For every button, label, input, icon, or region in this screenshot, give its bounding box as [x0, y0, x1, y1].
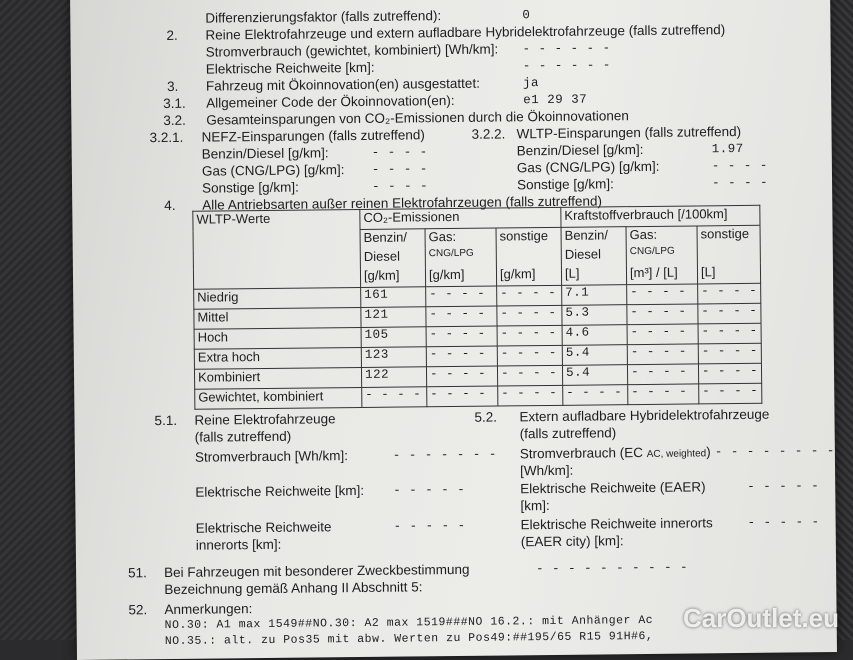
s52-num: 5.2.: [474, 409, 498, 425]
cell: 121: [361, 307, 426, 328]
s51b-num: 51.: [128, 565, 147, 581]
s322-row-value: 1.97: [711, 141, 744, 157]
cell: - - - -: [698, 303, 761, 324]
col-unit: [m³] / [L]: [626, 264, 697, 284]
row-label: Hoch: [194, 327, 361, 349]
col-unit: [g/km]: [360, 267, 425, 287]
cell: 122: [361, 367, 426, 388]
col-header: sonstige: [496, 227, 561, 247]
cell: - - - -: [698, 343, 761, 364]
cell: 7.1: [562, 285, 627, 306]
cell: - - - -: [497, 325, 562, 346]
s322-row-label: Gas (CNG/LPG) [g/km]:: [516, 158, 660, 176]
cell: - - - -: [628, 384, 699, 405]
s322-row-value: - - - -: [711, 158, 768, 174]
s51-strom-label: Stromverbrauch [Wh/km]:: [194, 448, 349, 465]
col-header: CNG/LPG: [626, 245, 697, 265]
s31-num: 3.1.: [163, 95, 186, 112]
cell: - - - -: [426, 366, 497, 387]
s52b-label: Anmerkungen:: [164, 601, 253, 618]
s32-num: 3.2.: [163, 112, 186, 129]
s321-row-label: Gas (CNG/LPG) [g/km]:: [201, 162, 345, 179]
s322-row-value: - - - -: [711, 175, 769, 191]
document-page: [70, 0, 837, 660]
col-header: Benzin/: [360, 229, 425, 249]
cell: 123: [361, 347, 426, 368]
s52-city-value: - - - - -: [747, 515, 820, 530]
s2-strom-label: Stromverbrauch (gewichtet, kombiniert) [Wh/km]:: [205, 41, 499, 60]
cell: - - - -: [627, 344, 698, 365]
s321-row-value: - - - -: [371, 162, 428, 177]
s4-num: 4.: [164, 197, 176, 214]
wltp-table: [192, 205, 762, 410]
s321-row-value: - - - -: [372, 179, 429, 194]
cell: 161: [361, 287, 426, 308]
s51-num: 5.1.: [154, 412, 178, 429]
cell: - - - -: [497, 345, 562, 366]
cell: 5.4: [562, 345, 627, 366]
s52b-num: 52.: [128, 602, 148, 618]
row-label: Mittel: [194, 307, 361, 329]
col-unit: [g/km]: [496, 266, 561, 286]
cell: - - - -: [627, 284, 698, 305]
col-header: CNG/LPG: [425, 248, 496, 268]
s52-strom-label: Stromverbrauch (EC AC, weighted): [519, 444, 711, 462]
cell: 5.4: [562, 365, 627, 386]
cell: 5.3: [562, 305, 627, 326]
col-header: Gas:: [425, 228, 496, 248]
cell: - - - -: [426, 346, 497, 367]
row-label: Gewichtet, kombiniert: [195, 387, 362, 409]
cell: 4.6: [562, 325, 627, 346]
col-header: [496, 247, 561, 267]
col-unit: [L]: [561, 265, 626, 285]
s51-reich-value: - - - - -: [393, 482, 466, 498]
col-header: Diesel: [561, 246, 626, 266]
row-label: Kombiniert: [194, 367, 361, 389]
s51-title2: (falls zutreffend): [194, 428, 292, 445]
col-header: Gas:: [626, 226, 697, 246]
cell: - - - -: [698, 283, 761, 304]
s52b-line1: NO.30: A1 max 1549##NO.30: A2 max 1519###NO 16.2.: mit Anhänger Ac: [164, 613, 654, 633]
s52-title1: Extern aufladbare Hybridelektrofahrzeuge: [519, 406, 770, 425]
col-unit: [g/km]: [425, 267, 496, 287]
s52-eaer-value: - - - - -: [747, 479, 820, 494]
cell: - - - -: [497, 365, 562, 386]
s51b-line1: Bei Fahrzeugen mit besonderer Zweckbestimmung: [164, 561, 470, 581]
s52-city-unit: (EAER city) [km]:: [520, 533, 624, 550]
s3-label: Fahrzeug mit Ökoinnovation(en) ausgestattet:: [205, 75, 480, 94]
cell: - - - -: [563, 385, 628, 406]
s51-inner-label2: innerorts [km]:: [195, 536, 282, 553]
s52-eaer-unit: [km]:: [520, 498, 550, 514]
col-header: Benzin/: [561, 227, 626, 247]
col-header: [697, 245, 760, 265]
s3-num: 3.: [166, 78, 179, 94]
s321-title: NEFZ-Einsparungen (falls zutreffend): [201, 127, 425, 145]
s52-city-label: Elektrische Reichweite innerorts: [520, 515, 713, 533]
s52-strom-unit: [Wh/km]:: [519, 462, 574, 479]
cell: - - - -: [426, 306, 497, 327]
diff-value: 0: [522, 8, 531, 23]
s321-num: 3.2.1.: [149, 129, 184, 146]
cell: - - - -: [698, 363, 761, 384]
table-corner: WLTP-Werte: [193, 209, 361, 289]
s322-row-label: Benzin/Diesel [g/km]:: [516, 142, 644, 159]
s52-eaer-label: Elektrische Reichweite (EAER): [520, 479, 706, 497]
s52b-line2: NO.35.: alt. zu Pos35 mit abw. Werten zu Pos49:##195/65 R15 91H#6,: [164, 629, 654, 649]
s32-label: Gesamteinsparungen von CO₂-Emissionen durch die Ökoinnovationen: [206, 108, 629, 128]
s322-row-label: Sonstige [g/km]:: [516, 176, 614, 193]
s2-num: 2.: [166, 27, 178, 43]
s321-row-label: Sonstige [g/km]:: [202, 179, 299, 196]
cell: - - - -: [698, 323, 761, 344]
diff-label: Differenzierungsfaktor (falls zutreffend):: [205, 8, 442, 26]
cell: - - - -: [627, 304, 698, 325]
cell: 105: [361, 327, 426, 348]
s321-row-value: - - - -: [371, 145, 428, 160]
s51b-line2: Bezeichnung gemäß Anhang II Abschnitt 5:: [164, 579, 423, 598]
s51-inner-value: - - - - -: [393, 518, 466, 534]
s51-strom-value: - - - - - - -: [392, 447, 497, 463]
s31-value: e1 29 37: [523, 92, 588, 108]
s2-title: Reine Elektrofahrzeuge und extern aufladbare Hybridelektrofahrzeuge (falls zutreffend): [205, 22, 726, 43]
cell: - - - -: [498, 385, 563, 406]
cell: - - - -: [427, 386, 498, 407]
s2-strom-value: - - - - - -: [522, 41, 611, 57]
s2-reich-label: Elektrische Reichweite [km]:: [205, 59, 375, 77]
s2-reich-value: - - - - - -: [522, 58, 611, 74]
s4-title: Alle Antriebsarten außer reinen Elektrofahrzeugen (falls zutreffend): [202, 193, 603, 213]
s3-value: ja: [522, 76, 540, 91]
cell: - - - -: [627, 324, 698, 345]
table-group-fuel: Kraftstoffverbrauch [/100km]: [561, 205, 760, 227]
s52-strom-value: - - - - - - - -: [714, 444, 835, 460]
row-label: Niedrig: [194, 287, 361, 309]
cell: - - - -: [426, 286, 497, 307]
s31-label: Allgemeiner Code der Ökoinnovation(en):: [206, 92, 455, 111]
col-header: Diesel: [360, 248, 425, 268]
caroutlet-watermark: CarOutlet.eu: [682, 603, 839, 633]
s322-num: 3.2.2.: [471, 126, 506, 142]
s52-title2: (falls zutreffend): [519, 425, 617, 442]
s321-row-label: Benzin/Diesel [g/km]:: [201, 145, 329, 162]
cell: - - - -: [362, 387, 427, 408]
s51-reich-label: Elektrische Reichweite [km]:: [195, 482, 365, 500]
cell: - - - -: [426, 326, 497, 347]
s51-inner-label: Elektrische Reichweite: [195, 519, 332, 536]
s51-title1: Reine Elektrofahrzeuge: [194, 411, 336, 428]
cell: - - - -: [497, 305, 562, 326]
s322-title: WLTP-Einsparungen (falls zutreffend): [516, 123, 742, 142]
table-group-co2: CO₂-Emissionen: [360, 207, 561, 229]
cell: - - - -: [627, 364, 698, 385]
cell: - - - -: [497, 285, 562, 306]
cell: - - - -: [699, 383, 762, 404]
row-label: Extra hoch: [194, 347, 361, 369]
col-header: sonstige: [697, 225, 760, 245]
col-unit: [L]: [697, 264, 760, 284]
s51b-value: - - - - - - - - - -: [536, 560, 689, 577]
